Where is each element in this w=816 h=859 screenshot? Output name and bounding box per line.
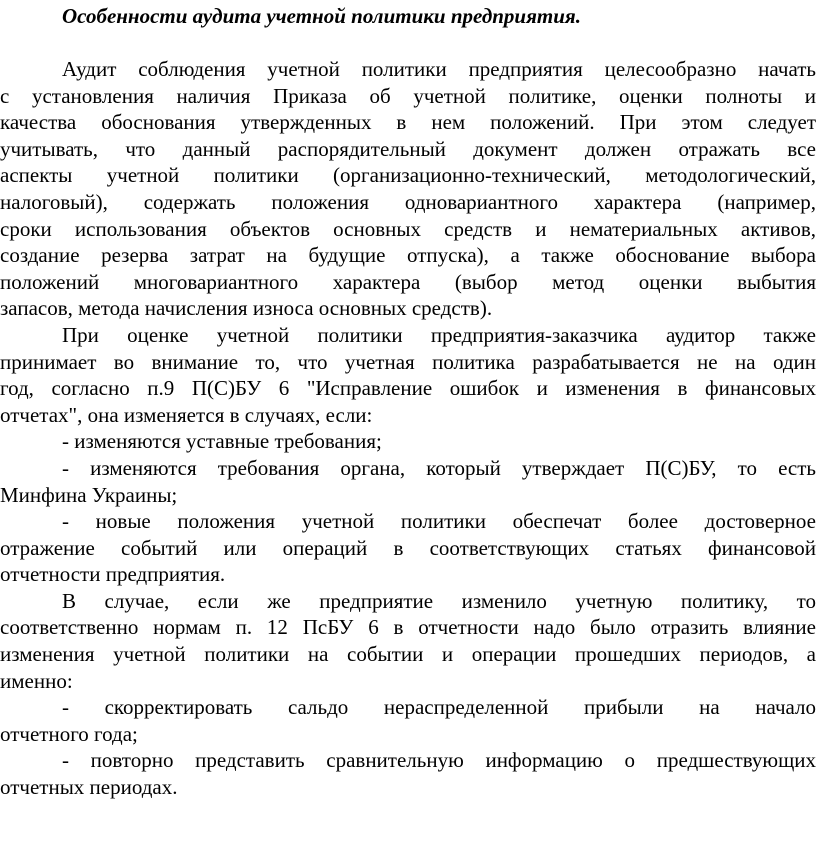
list-item [0, 508, 816, 588]
text-line: отчетности предприятия. [0, 562, 226, 587]
text-line: - изменяются требования органа, который утверждает П(С)БУ, то есть [62, 455, 816, 480]
text-line: год, согласно п.9 П(С)БУ 6 "Исправление ошибок и изменения в финансовых [0, 376, 816, 401]
list-item [0, 455, 816, 508]
text-line: отчетах", она изменяется в случаях, если: [0, 402, 373, 427]
text-line: сроки использования объектов основных средств и нематериальных активов, [0, 216, 816, 241]
paragraph-3 [0, 588, 816, 694]
list-item [0, 694, 816, 747]
text-line: принимает во внимание то, что учетная политика разрабатывается не на один [0, 349, 816, 374]
text-line: - новые положения учетной политики обеспечат более достоверное [62, 509, 816, 534]
text-line: именно: [0, 668, 73, 693]
paragraph-1 [0, 56, 816, 322]
text-line: В случае, если же предприятие изменило учетную политику, то [62, 588, 816, 613]
text-line: - изменяются уставные требования; [62, 429, 382, 454]
list-item [0, 747, 816, 800]
text-line: с установления наличия Приказа об учетной политике, оценки полноты и [0, 83, 816, 108]
text-line: налоговый), содержать положения одновариантного характера (например, [0, 189, 816, 214]
document-title: Особенности аудита учетной политики предприятия. [62, 4, 581, 28]
text-line: изменения учетной политики на событии и операции прошедших периодов, а [0, 642, 816, 667]
list-item [0, 428, 816, 455]
text-line: При оценке учетной политики предприятия-заказчика аудитор также [62, 322, 816, 347]
text-line: Аудит соблюдения учетной политики предприятия целесообразно начать [62, 57, 816, 81]
text-line: Минфина Украины; [0, 482, 178, 507]
text-line: качества обоснования утвержденных в нем положений. При этом следует [0, 110, 816, 135]
text-line: отражение событий или операций в соответствующих статьях финансовой [0, 535, 816, 560]
text-line: создание резерва затрат на будущие отпуска), а также обоснование выбора [0, 243, 816, 268]
text-line: положений многовариантного характера (выбор метод оценки выбытия [0, 269, 816, 294]
text-line: отчетного года; [0, 721, 138, 746]
text-line: аспекты учетной политики (организационно-технический, методологический, [0, 163, 816, 188]
document-body [0, 56, 816, 801]
text-line: отчетных периодах. [0, 775, 178, 800]
text-line: соответственно нормам п. 12 ПсБУ 6 в отчетности надо было отразить влияние [0, 615, 816, 640]
text-line: - скорректировать сальдо нераспределенной прибыли на начало [62, 695, 816, 720]
paragraph-2 [0, 322, 816, 428]
text-line: запасов, метода начисления износа основных средств). [0, 296, 493, 321]
text-line: учитывать, что данный распорядительный документ должен отражать все [0, 136, 816, 161]
text-line: - повторно представить сравнительную информацию о предшествующих [62, 748, 816, 773]
